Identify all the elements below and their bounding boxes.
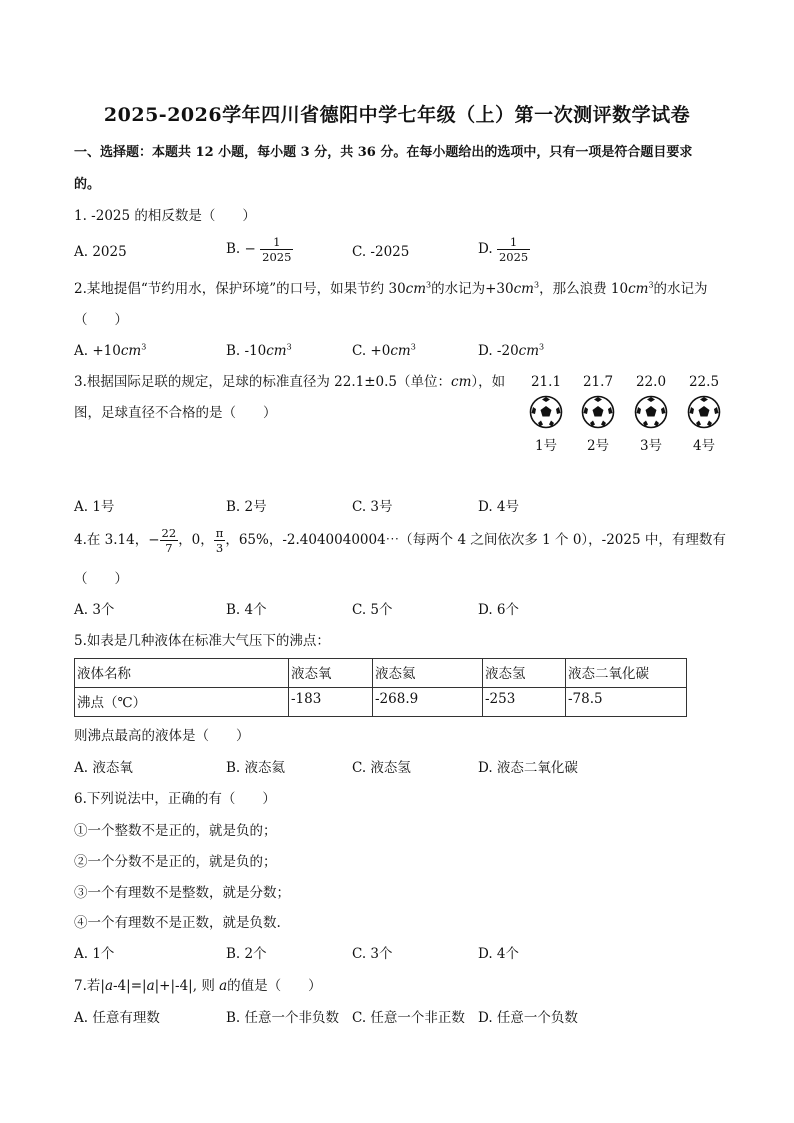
q1-option-d-fraction (497, 236, 530, 263)
q2-sup: 3 (426, 280, 432, 290)
q2-unit-3: cm (628, 281, 649, 297)
q2-a-unit: cm (120, 343, 142, 359)
q6-stem: 6.下列说法中，正确的有（ ） (74, 791, 276, 807)
q7-var: a (104, 978, 113, 994)
q5-option-b: B. 液态氦 (226, 760, 286, 776)
q3-option-c: C. 3号 (352, 499, 393, 515)
q3-unit: cm (451, 374, 472, 390)
q2-sup-2: 3 (534, 280, 540, 290)
q4-option-a: A. 3个 (74, 602, 115, 618)
ball-1-label: 1号 (534, 438, 558, 454)
q7-option-d: D. 任意一个负数 (478, 1010, 578, 1026)
q4-f2-numerator: π (215, 526, 224, 540)
q6-statement-1: ①一个整数不是正的，就是负的； (74, 823, 277, 839)
q2-d-unit: cm (518, 343, 540, 359)
q6-statement-4: ④一个有理数不是正数，就是负数. (74, 915, 281, 931)
q2-unit-2: cm (513, 281, 534, 297)
soccer-ball-icon (529, 395, 563, 429)
q5-question: 则沸点最高的液体是（ ） (74, 728, 250, 744)
q7-option-c: C. 任意一个非正数 (352, 1010, 465, 1026)
q4-option-d: D. 6个 (478, 602, 520, 618)
q2-option-b (226, 342, 292, 359)
q3-option-a: A. 1号 (74, 499, 115, 515)
q4-stem-part-a: 4.在 3.14，− (74, 532, 160, 549)
q6-option-a: A. 1个 (74, 946, 115, 962)
q4-fraction-2 (214, 527, 226, 554)
q4-stem-part-c: ，65%，-2.4040040004⋯（每两个 4 之间依次多 1 个 0），-2025 中，有理数有 (225, 532, 726, 549)
q2-b-unit: cm (266, 343, 287, 359)
q1-option-b (226, 236, 293, 263)
q4-f2-denominator: 3 (214, 540, 226, 555)
q7-option-b: B. 任意一个非负数 (226, 1010, 340, 1026)
q2-stem (74, 280, 708, 297)
q2-a-text: A. +10 (74, 343, 121, 359)
q7-stem-part-c: |+|-4|, 则 (154, 978, 220, 994)
q4-stem (74, 527, 726, 554)
q3-stem-part-b: ），如 (471, 374, 506, 390)
section-heading-line2: 的。 (74, 177, 101, 192)
q1-option-a: A. 2025 (74, 244, 127, 260)
q2-unit: cm (405, 281, 427, 297)
soccer-ball-icon (581, 395, 615, 429)
q6-option-b: B. 2个 (226, 946, 267, 962)
q2-d-text: D. -20 (478, 343, 519, 359)
q1-b-denominator: 2025 (262, 249, 292, 264)
q4-stem-part-b: ，0， (178, 532, 214, 549)
ball-1-diameter: 21.1 (530, 374, 562, 390)
table-header-row (75, 659, 687, 688)
q1-option-b-prefix: B. − (226, 241, 256, 258)
q4-fraction-1 (160, 527, 179, 554)
q1-b-numerator: 1 (273, 235, 281, 249)
q2-a-sup: 3 (141, 342, 147, 352)
table-cell: 液态氦 (373, 659, 483, 688)
soccer-ball-icon (634, 395, 668, 429)
ball-2-diameter: 21.7 (582, 374, 614, 390)
q7-stem-part-a: 7.若| (74, 978, 105, 994)
q2-stem-line2: （ ） (74, 312, 128, 328)
q7-stem (74, 980, 322, 994)
q5-option-a: A. 液态氧 (74, 760, 133, 776)
q5-option-d: D. 液态二氧化碳 (478, 760, 578, 776)
q2-c-unit: cm (390, 343, 411, 359)
table-cell: -183 (289, 688, 373, 717)
q7-stem-part-d: 的值是（ ） (227, 978, 322, 994)
q2-stem-part-a: 2.某地提倡“节约用水，保护环境”的口号，如果节约 30 (74, 281, 406, 297)
boiling-point-table (74, 658, 687, 717)
q1-d-denominator: 2025 (498, 249, 529, 264)
q6-option-d: D. 4个 (478, 946, 520, 962)
q1-d-numerator: 1 (509, 235, 518, 249)
q1-option-d-prefix: D. (478, 241, 493, 258)
table-cell: 液态二氧化碳 (566, 659, 687, 688)
table-cell: -253 (483, 688, 566, 717)
q2-sup-3: 3 (648, 280, 654, 290)
q7-var-2: a (146, 978, 155, 994)
table-cell: 沸点（℃） (75, 688, 289, 717)
q3-stem (74, 376, 505, 390)
q4-stem-line2: （ ） (74, 571, 128, 587)
ball-4-label: 4号 (692, 438, 716, 454)
table-cell: -268.9 (373, 688, 483, 717)
ball-4-diameter: 22.5 (688, 374, 720, 390)
table-cell: 液体名称 (75, 659, 289, 688)
q2-stem-part-d: 的水记为 (653, 281, 708, 297)
q2-b-text: B. -10 (226, 343, 267, 359)
q2-c-sup: 3 (410, 342, 416, 352)
table-row (75, 688, 687, 717)
q1-option-c: C. -2025 (352, 244, 410, 260)
q2-c-text: C. +0 (352, 343, 391, 359)
q6-statement-3: ③一个有理数不是整数，就是分数； (74, 885, 290, 901)
q2-option-a (74, 342, 147, 359)
q7-stem-part-b: -4|=| (113, 978, 147, 994)
q3-option-b: B. 2号 (226, 499, 267, 515)
q2-b-sup: 3 (286, 342, 292, 352)
q3-stem-part-a: 3.根据国际足联的规定，足球的标准直径为 22.1±0.5（单位： (74, 374, 452, 390)
q4-f1-denominator: 7 (160, 540, 179, 555)
q3-option-d: D. 4号 (478, 499, 520, 515)
q4-option-b: B. 4个 (226, 602, 267, 618)
q2-d-sup: 3 (539, 342, 545, 352)
q6-statement-2: ②一个分数不是正的，就是负的； (74, 854, 277, 870)
q2-stem-part-c: ，那么浪费 10 (539, 281, 629, 297)
q6-option-c: C. 3个 (352, 946, 393, 962)
q1-option-b-fraction (260, 236, 293, 263)
q2-stem-part-b: 的水记为+30 (431, 281, 514, 297)
q1-stem: 1. -2025 的相反数是（ ） (74, 208, 256, 224)
table-cell: -78.5 (566, 688, 687, 717)
q7-var-3: a (219, 978, 228, 994)
section-heading-line1: 一、选择题：本题共 12 小题，每小题 3 分，共 36 分。在每小题给出的选项中，只有一项是符合题目要求 (74, 145, 693, 160)
q7-option-a: A. 任意有理数 (74, 1010, 160, 1026)
q4-f1-numerator: 22 (161, 526, 177, 540)
table-cell: 液态氢 (483, 659, 566, 688)
ball-2-label: 2号 (586, 438, 610, 454)
page-title: 2025-2026学年四川省德阳中学七年级（上）第一次测评数学试卷 (103, 104, 691, 126)
table-cell: 液态氧 (289, 659, 373, 688)
q4-option-c: C. 5个 (352, 602, 393, 618)
q2-option-c (352, 342, 416, 359)
ball-3-diameter: 22.0 (635, 374, 667, 390)
ball-3-label: 3号 (639, 438, 663, 454)
q3-stem-line2: 图，足球直径不合格的是（ ） (74, 405, 277, 421)
q1-option-d (478, 236, 530, 263)
q2-option-d (478, 342, 545, 359)
soccer-ball-icon (687, 395, 721, 429)
q5-stem: 5.如表是几种液体在标准大气压下的沸点： (74, 633, 330, 649)
q5-option-c: C. 液态氢 (352, 760, 411, 776)
